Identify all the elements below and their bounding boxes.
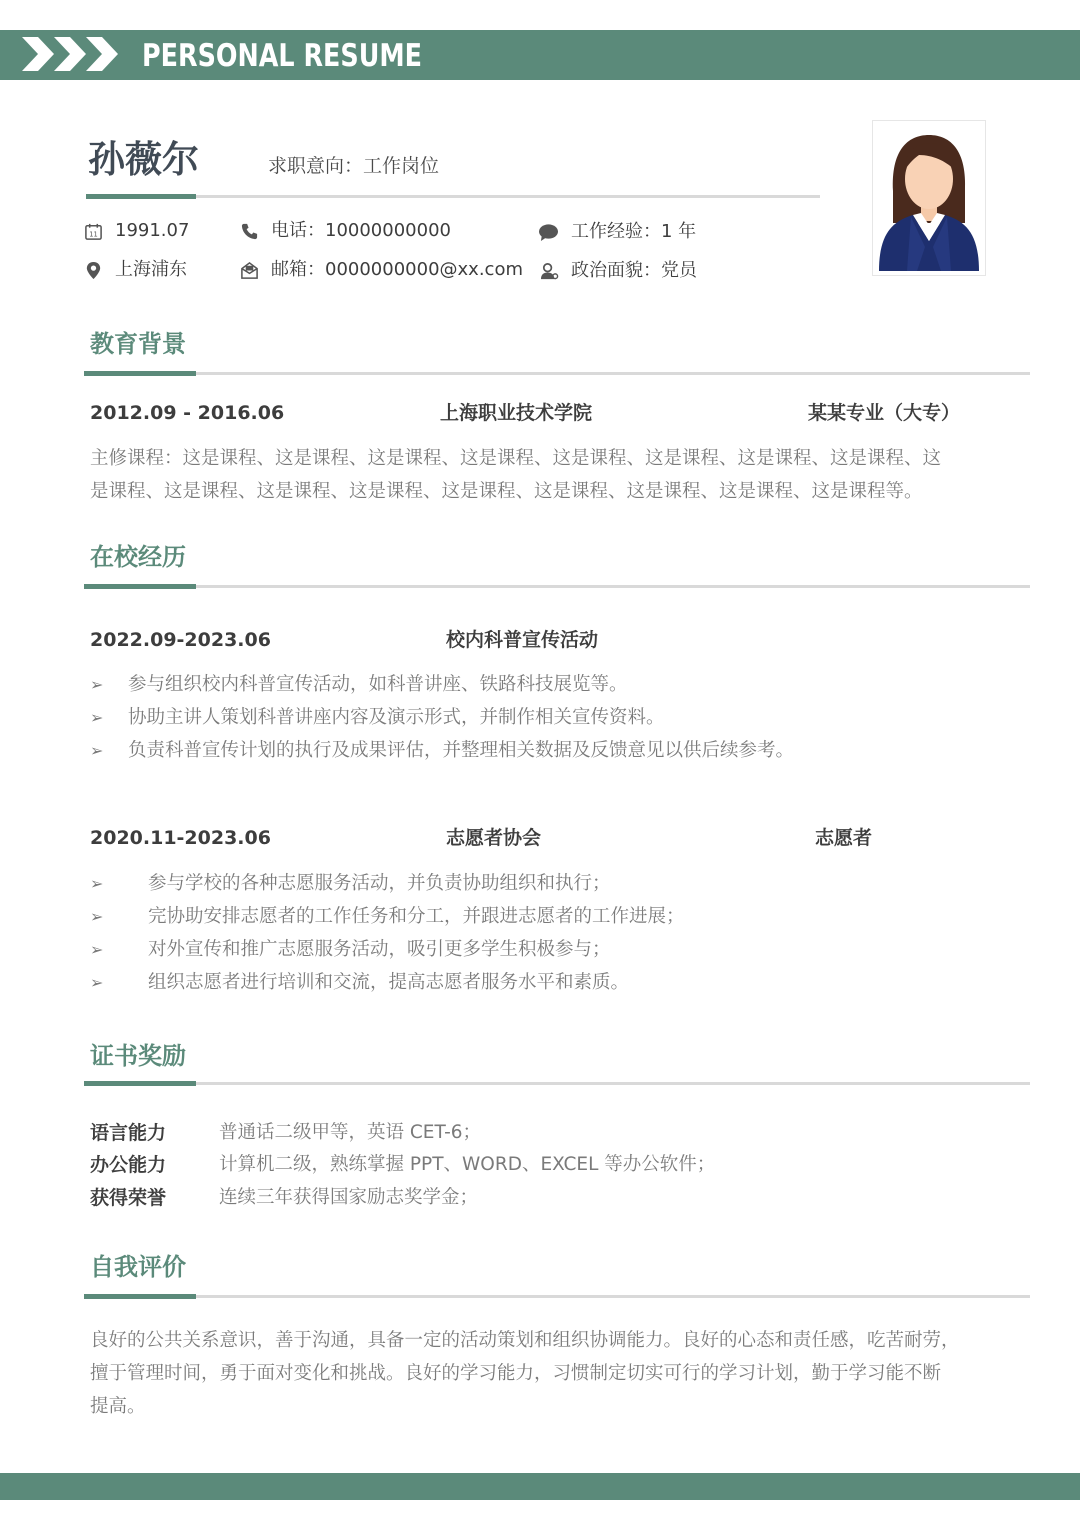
- section-divider-accent: [84, 371, 196, 376]
- list-item-text: 组织志愿者进行培训和交流，提高志愿者服务水平和素质。: [148, 972, 630, 993]
- list-item-text: 参与学校的各种志愿服务活动，并负责协助组织和执行；: [148, 873, 611, 894]
- email-icon: [240, 261, 259, 280]
- arrow-bullet-icon: ➢: [90, 874, 104, 893]
- self-eval-line3: 提高。: [90, 1396, 146, 1417]
- self-eval-line2: 擅于管理时间，勇于面对变化和挑战。良好的学习能力，习惯制定切实可行的学习计划，勤于学习能不断: [90, 1363, 942, 1384]
- location-info: [84, 257, 187, 283]
- list-item: [90, 936, 611, 964]
- location-icon: [84, 261, 103, 280]
- section-divider-accent: [84, 1294, 196, 1299]
- section-title-certs: 证书奖励: [90, 1042, 186, 1070]
- list-item: [90, 903, 685, 931]
- chevrons-icon: [20, 34, 130, 74]
- politics-text: 政治面貌：党员: [571, 260, 697, 281]
- section-title-education: 教育背景: [90, 330, 186, 358]
- section-title-campus: 在校经历: [90, 543, 186, 571]
- politics-info: [540, 258, 697, 284]
- education-major: 某某专业（大专）: [808, 402, 961, 424]
- arrow-bullet-icon: ➢: [90, 675, 104, 694]
- chat-icon: [538, 223, 559, 242]
- section-divider: [84, 1295, 1030, 1298]
- education-school: 上海职业技术学院: [440, 402, 593, 424]
- list-item-text: 负责科普宣传计划的执行及成果评估，并整理相关数据及反馈意见以供后续参考。: [128, 740, 795, 761]
- arrow-bullet-icon: ➢: [90, 973, 104, 992]
- cert-label: 办公能力: [90, 1154, 167, 1176]
- section-divider: [84, 1082, 1030, 1085]
- education-courses-line2: 是课程、这是课程、这是课程、这是课程、这是课程、这是课程、这是课程、这是课程、这是课程等。: [90, 481, 923, 502]
- list-item-text: 对外宣传和推广志愿服务活动，吸引更多学生积极参与；: [148, 939, 611, 960]
- section-divider-accent: [84, 1081, 196, 1086]
- cert-label: 获得荣誉: [90, 1187, 167, 1209]
- list-item-text: 协助主讲人策划科普讲座内容及演示形式，并制作相关宣传资料。: [128, 707, 665, 728]
- education-period: 2012.09 - 2016.06: [90, 402, 285, 424]
- campus-exp2-role: 志愿者: [815, 827, 873, 849]
- cert-text: 普通话二级甲等，英语 CET-6；: [219, 1122, 482, 1143]
- name-divider-accent: [86, 194, 196, 199]
- education-courses-line1: 主修课程：这是课程、这是课程、这是课程、这是课程、这是课程、这是课程、这是课程、这是课程、这: [90, 448, 942, 469]
- campus-exp1-period: 2022.09-2023.06: [90, 629, 271, 651]
- svg-text:11: 11: [89, 230, 98, 239]
- arrow-bullet-icon: ➢: [90, 907, 104, 926]
- section-divider: [84, 585, 1030, 588]
- list-item-text: 完协助安排志愿者的工作任务和分工，并跟进志愿者的工作进展；: [148, 906, 685, 927]
- phone-text: 电话：10000000000: [271, 220, 451, 241]
- calendar-icon: [84, 222, 103, 241]
- list-item: [90, 737, 794, 765]
- section-divider: [84, 372, 1030, 375]
- list-item: [90, 704, 665, 732]
- user-icon: [540, 262, 559, 281]
- list-item-text: 参与组织校内科普宣传活动，如科普讲座、铁路科技展览等。: [128, 674, 628, 695]
- section-divider-accent: [84, 584, 196, 589]
- name-divider: [86, 195, 820, 198]
- cert-text: 计算机二级，熟练掌握 PPT、WORD、EXCEL 等办公软件；: [219, 1154, 716, 1175]
- email-info: [240, 257, 523, 283]
- campus-exp2-period: 2020.11-2023.06: [90, 827, 271, 849]
- section-title-self-eval: 自我评价: [90, 1253, 186, 1281]
- applicant-name: 孙薇尔: [88, 138, 199, 181]
- arrow-bullet-icon: ➢: [90, 708, 104, 727]
- birth-info: [84, 218, 189, 244]
- avatar-illustration: [873, 121, 985, 275]
- campus-exp1-name: 校内科普宣传活动: [446, 629, 599, 651]
- location-text: 上海浦东: [115, 259, 187, 280]
- self-eval-line1: 良好的公共关系意识，善于沟通，具备一定的活动策划和组织协调能力。良好的心态和责任感，吃苦耐劳，: [90, 1330, 960, 1351]
- footer-bar: [0, 1473, 1080, 1500]
- list-item: [90, 870, 611, 898]
- phone-info: [240, 218, 451, 244]
- birth-text: 1991.07: [115, 220, 190, 241]
- cert-label: 语言能力: [90, 1122, 167, 1144]
- list-item: [90, 671, 628, 699]
- campus-exp2-name: 志愿者协会: [446, 827, 542, 849]
- phone-icon: [240, 222, 259, 241]
- banner-title: PERSONAL RESUME: [142, 38, 423, 74]
- arrow-bullet-icon: ➢: [90, 940, 104, 959]
- cert-text: 连续三年获得国家励志奖学金；: [219, 1187, 479, 1208]
- profile-photo: [872, 120, 986, 276]
- list-item: [90, 969, 629, 997]
- experience-text: 工作经验：1 年: [571, 221, 697, 242]
- experience-info: [538, 219, 696, 245]
- arrow-bullet-icon: ➢: [90, 741, 104, 760]
- email-text: 邮箱：0000000000@xx.com: [271, 259, 523, 280]
- job-intent: 求职意向：工作岗位: [268, 155, 440, 177]
